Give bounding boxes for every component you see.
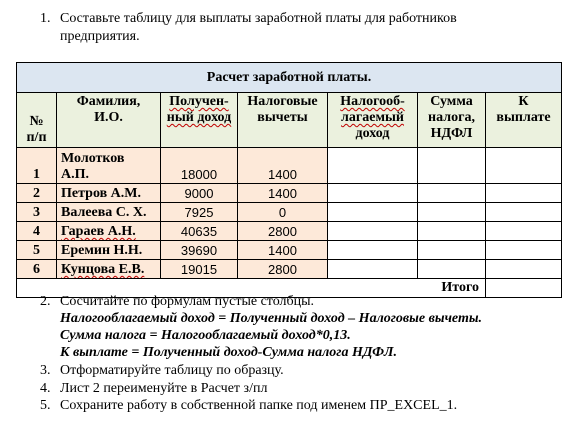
header-payout-line-1: К: [518, 94, 529, 109]
row-deductions: 1400: [238, 241, 328, 260]
header-tax-line-3: НДФЛ: [430, 126, 473, 141]
header-name-line-2: И.О.: [94, 110, 123, 125]
task-1-line-2: предприятия.: [60, 29, 140, 44]
table-title: Расчет заработной платы.: [17, 63, 562, 93]
row-name: [57, 148, 161, 184]
row-name: [57, 222, 161, 241]
row-deductions: 1400: [238, 184, 328, 203]
row-income: 7925: [161, 203, 238, 222]
task-5-number: 5.: [40, 398, 51, 413]
row-number: 6: [17, 260, 57, 279]
row-payout: [486, 222, 562, 241]
task-2-number: 2.: [40, 294, 51, 309]
task-4-text: Лист 2 переименуйте в Расчет з/пл: [60, 381, 268, 396]
table-row: [17, 241, 562, 260]
row-payout: [486, 260, 562, 279]
row-deductions: 2800: [238, 222, 328, 241]
row-income: 39690: [161, 241, 238, 260]
row-income: 18000: [161, 148, 238, 184]
header-number: [17, 93, 57, 148]
row-number: 1: [17, 148, 57, 184]
row-tax-amount: [418, 222, 486, 241]
row-income: 40635: [161, 222, 238, 241]
table-header-row: [17, 93, 562, 148]
header-name: [57, 93, 161, 148]
row-income: 9000: [161, 184, 238, 203]
task-5-text: Сохраните работу в собственной папке под именем ПР_EXCEL_1.: [60, 398, 458, 413]
row-name: Еремин Н.Н.: [57, 241, 161, 260]
header-taxable-line-1: Налогооб-: [340, 94, 405, 109]
header-number-line-2: п/п: [26, 130, 47, 145]
row-tax-amount: [418, 148, 486, 184]
table-row: [17, 260, 562, 279]
row-income: 19015: [161, 260, 238, 279]
row-payout: [486, 184, 562, 203]
row-name-text: Кунцова Е.В.: [61, 262, 145, 277]
header-deductions-line-1: Налоговые: [247, 94, 318, 109]
row-taxable-income: [328, 241, 418, 260]
task-3-number: 3.: [40, 363, 51, 378]
formula-tax-amount: Сумма налога = Налогооблагаемый доход*0,13.: [60, 328, 351, 343]
salary-table: [16, 62, 562, 298]
task-3-text: Отформатируйте таблицу по образцу.: [60, 363, 284, 378]
row-tax-amount: [418, 260, 486, 279]
row-deductions: 0: [238, 203, 328, 222]
header-taxable-line-3: доход: [355, 126, 390, 141]
total-value: [486, 279, 562, 298]
header-payout: [486, 93, 562, 148]
header-taxable-income: [328, 93, 418, 148]
header-tax-line-2: налога,: [428, 110, 475, 125]
table-row: [17, 184, 562, 203]
row-number: 2: [17, 184, 57, 203]
table-row: [17, 203, 562, 222]
row-name-line-2: А.П.: [61, 167, 89, 182]
row-deductions: 1400: [238, 148, 328, 184]
header-number-line-1: №: [29, 114, 44, 129]
header-name-line-1: Фамилия,: [76, 94, 141, 109]
row-payout: [486, 148, 562, 184]
header-tax-line-1: Сумма: [430, 94, 473, 109]
header-tax-amount: [418, 93, 486, 148]
header-deductions: [238, 93, 328, 148]
row-deductions: 2800: [238, 260, 328, 279]
row-taxable-income: [328, 203, 418, 222]
row-taxable-income: [328, 260, 418, 279]
row-name: Валеева С. Х.: [57, 203, 161, 222]
row-tax-amount: [418, 203, 486, 222]
header-taxable-line-2: лагаемый: [341, 110, 404, 125]
row-number: 4: [17, 222, 57, 241]
row-name: [57, 260, 161, 279]
row-payout: [486, 241, 562, 260]
table-row: [17, 148, 562, 184]
row-name-text: Гараев А.Н.: [61, 224, 136, 239]
header-deductions-line-2: вычеты: [257, 110, 308, 125]
table-title-row: [17, 63, 562, 93]
task-1-number: 1.: [40, 11, 51, 26]
row-name: Петров А.М.: [57, 184, 161, 203]
formula-payout: К выплате = Полученный доход-Сумма налога НДФЛ.: [60, 345, 397, 360]
row-taxable-income: [328, 148, 418, 184]
task-1-line-1: Составьте таблицу для выплаты заработной платы для работников: [60, 11, 457, 26]
header-income-line-2: ный доход: [166, 110, 232, 125]
row-number: 5: [17, 241, 57, 260]
row-taxable-income: [328, 184, 418, 203]
total-label: Итого: [17, 279, 486, 298]
task-4-number: 4.: [40, 381, 51, 396]
header-income-line-1: Получен-: [169, 94, 229, 109]
row-payout: [486, 203, 562, 222]
row-tax-amount: [418, 241, 486, 260]
header-payout-line-2: выплате: [496, 110, 551, 125]
task-2-text: Сосчитайте по формулам пустые столбцы.: [60, 294, 315, 309]
row-taxable-income: [328, 222, 418, 241]
row-tax-amount: [418, 184, 486, 203]
header-income: [161, 93, 238, 148]
formula-taxable-income: Налогооблагаемый доход = Полученный доход – Налоговые вычеты.: [60, 311, 483, 326]
table-row: [17, 222, 562, 241]
row-name-line-1: Молотков: [61, 151, 125, 166]
row-number: 3: [17, 203, 57, 222]
